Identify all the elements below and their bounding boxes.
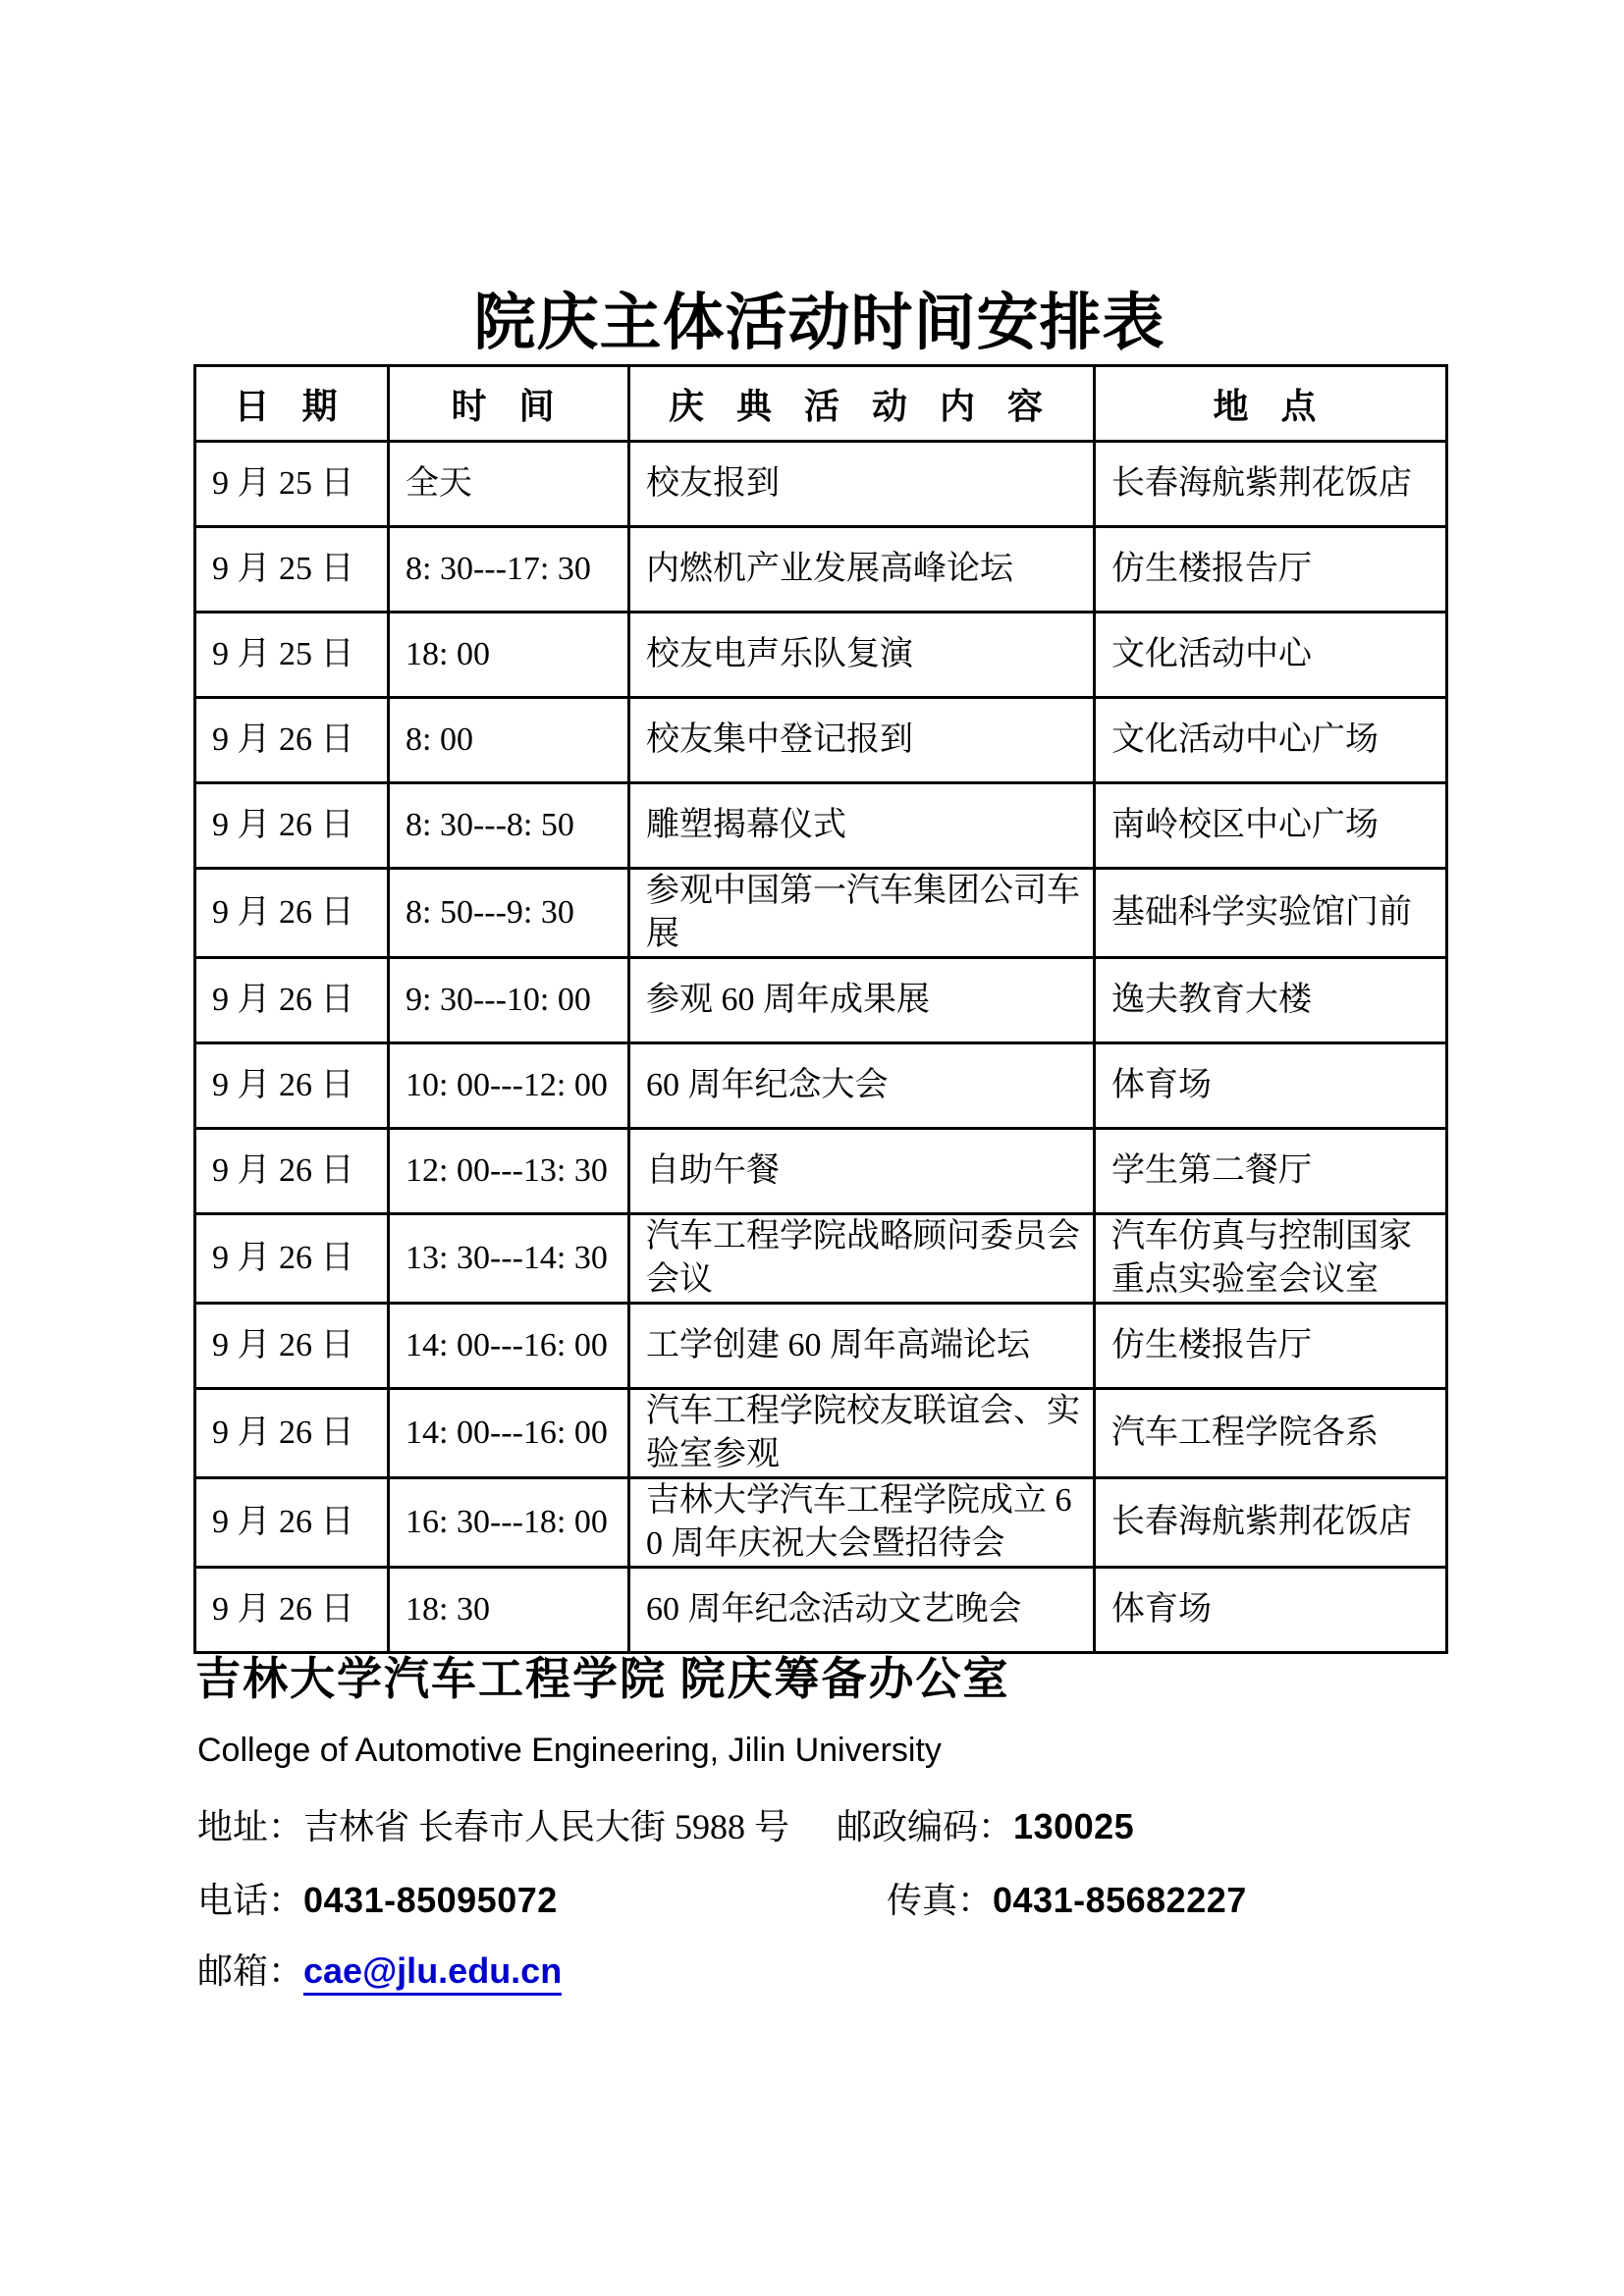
cell-place: 体育场 <box>1095 1043 1447 1129</box>
cell-date: 9 月 26 日 <box>195 1214 389 1304</box>
cell-time: 10: 00---12: 00 <box>389 1043 629 1129</box>
table-row <box>195 1043 1447 1129</box>
cell-date: 9 月 26 日 <box>195 1304 389 1389</box>
cell-activity: 参观 60 周年成果展 <box>629 958 1095 1043</box>
cell-place: 汽车工程学院各系 <box>1095 1389 1447 1478</box>
phone-value: 0431-85095072 <box>303 1880 558 1920</box>
cell-time: 8: 30---8: 50 <box>389 783 629 869</box>
cell-time: 14: 00---16: 00 <box>389 1389 629 1478</box>
cell-date: 9 月 26 日 <box>195 1389 389 1478</box>
cell-place: 文化活动中心 <box>1095 613 1447 698</box>
table-row <box>195 527 1447 613</box>
cell-date: 9 月 25 日 <box>195 527 389 613</box>
cell-place: 长春海航紫荆花饭店 <box>1095 442 1447 527</box>
table-row <box>195 613 1447 698</box>
cell-activity: 校友报到 <box>629 442 1095 527</box>
table-row <box>195 1478 1447 1568</box>
table-row <box>195 1568 1447 1653</box>
cell-time: 18: 00 <box>389 613 629 698</box>
cell-activity: 参观中国第一汽车集团公司车展 <box>629 869 1095 958</box>
cell-activity: 雕塑揭幕仪式 <box>629 783 1095 869</box>
email-label: 邮箱： <box>197 1951 304 1991</box>
page-title: 院庆主体活动时间安排表 <box>473 289 1165 357</box>
address-label: 地址： <box>197 1807 304 1846</box>
table-row <box>195 1129 1447 1214</box>
address-value: 吉林省 长春市人民大街 5988 号 <box>303 1807 790 1846</box>
table-row <box>195 783 1447 869</box>
cell-place: 汽车仿真与控制国家重点实验室会议室 <box>1095 1214 1447 1304</box>
table-row <box>195 442 1447 527</box>
email-line <box>197 1944 562 1994</box>
header-cell-place: 地 点 <box>1095 366 1447 442</box>
office-name-en: College of Automotive Engineering, Jilin University <box>197 1732 942 1769</box>
cell-time: 14: 00---16: 00 <box>389 1304 629 1389</box>
cell-time: 12: 00---13: 30 <box>389 1129 629 1214</box>
header-cell-time: 时 间 <box>389 366 629 442</box>
fax-value: 0431-85682227 <box>993 1880 1247 1920</box>
cell-activity: 汽车工程学院校友联谊会、实验室参观 <box>629 1389 1095 1478</box>
cell-place: 南岭校区中心广场 <box>1095 783 1447 869</box>
cell-time: 9: 30---10: 00 <box>389 958 629 1043</box>
table-row <box>195 1389 1447 1478</box>
table-row <box>195 1214 1447 1304</box>
cell-time: 18: 30 <box>389 1568 629 1653</box>
cell-activity: 校友电声乐队复演 <box>629 613 1095 698</box>
cell-activity: 自助午餐 <box>629 1129 1095 1214</box>
cell-place: 仿生楼报告厅 <box>1095 527 1447 613</box>
cell-activity: 内燃机产业发展高峰论坛 <box>629 527 1095 613</box>
cell-place: 文化活动中心广场 <box>1095 698 1447 783</box>
cell-activity: 60 周年纪念大会 <box>629 1043 1095 1129</box>
cell-place: 基础科学实验馆门前 <box>1095 869 1447 958</box>
table-row <box>195 869 1447 958</box>
cell-date: 9 月 26 日 <box>195 698 389 783</box>
fax-group <box>887 1873 1247 1923</box>
cell-date: 9 月 26 日 <box>195 1129 389 1214</box>
cell-time: 全天 <box>389 442 629 527</box>
table-row <box>195 698 1447 783</box>
cell-time: 8: 00 <box>389 698 629 783</box>
table-header-row <box>195 366 1447 442</box>
cell-time: 8: 30---17: 30 <box>389 527 629 613</box>
cell-time: 13: 30---14: 30 <box>389 1214 629 1304</box>
table-row <box>195 1304 1447 1389</box>
phone-fax-line <box>197 1873 1449 1923</box>
cell-place: 仿生楼报告厅 <box>1095 1304 1447 1389</box>
schedule-table-body <box>195 442 1447 1653</box>
cell-activity: 校友集中登记报到 <box>629 698 1095 783</box>
cell-date: 9 月 25 日 <box>195 613 389 698</box>
header-cell-date: 日 期 <box>195 366 389 442</box>
postcode-label: 邮政编码： <box>837 1807 1014 1846</box>
cell-date: 9 月 26 日 <box>195 869 389 958</box>
cell-place: 长春海航紫荆花饭店 <box>1095 1478 1447 1568</box>
office-name-cn: 吉林大学汽车工程学院 院庆筹备办公室 <box>195 1654 1010 1704</box>
postcode-value: 130025 <box>1013 1806 1135 1846</box>
phone-group <box>197 1881 558 1920</box>
cell-activity: 汽车工程学院战略顾问委员会会议 <box>629 1214 1095 1304</box>
phone-label: 电话： <box>197 1881 304 1920</box>
cell-place: 逸夫教育大楼 <box>1095 958 1447 1043</box>
cell-date: 9 月 26 日 <box>195 783 389 869</box>
email-link[interactable]: cae@jlu.edu.cn <box>303 1950 562 1996</box>
cell-time: 8: 50---9: 30 <box>389 869 629 958</box>
cell-activity: 60 周年纪念活动文艺晚会 <box>629 1568 1095 1653</box>
cell-date: 9 月 25 日 <box>195 442 389 527</box>
cell-activity: 吉林大学汽车工程学院成立 60 周年庆祝大会暨招待会 <box>629 1478 1095 1568</box>
cell-date: 9 月 26 日 <box>195 1478 389 1568</box>
cell-place: 学生第二餐厅 <box>1095 1129 1447 1214</box>
table-row <box>195 958 1447 1043</box>
cell-place: 体育场 <box>1095 1568 1447 1653</box>
cell-date: 9 月 26 日 <box>195 1568 389 1653</box>
cell-activity: 工学创建 60 周年高端论坛 <box>629 1304 1095 1389</box>
address-line <box>197 1799 1134 1849</box>
cell-time: 16: 30---18: 00 <box>389 1478 629 1568</box>
schedule-table <box>193 364 1448 1654</box>
cell-date: 9 月 26 日 <box>195 1043 389 1129</box>
fax-label: 传真： <box>887 1881 994 1920</box>
header-cell-activity: 庆 典 活 动 内 容 <box>629 366 1095 442</box>
cell-date: 9 月 26 日 <box>195 958 389 1043</box>
